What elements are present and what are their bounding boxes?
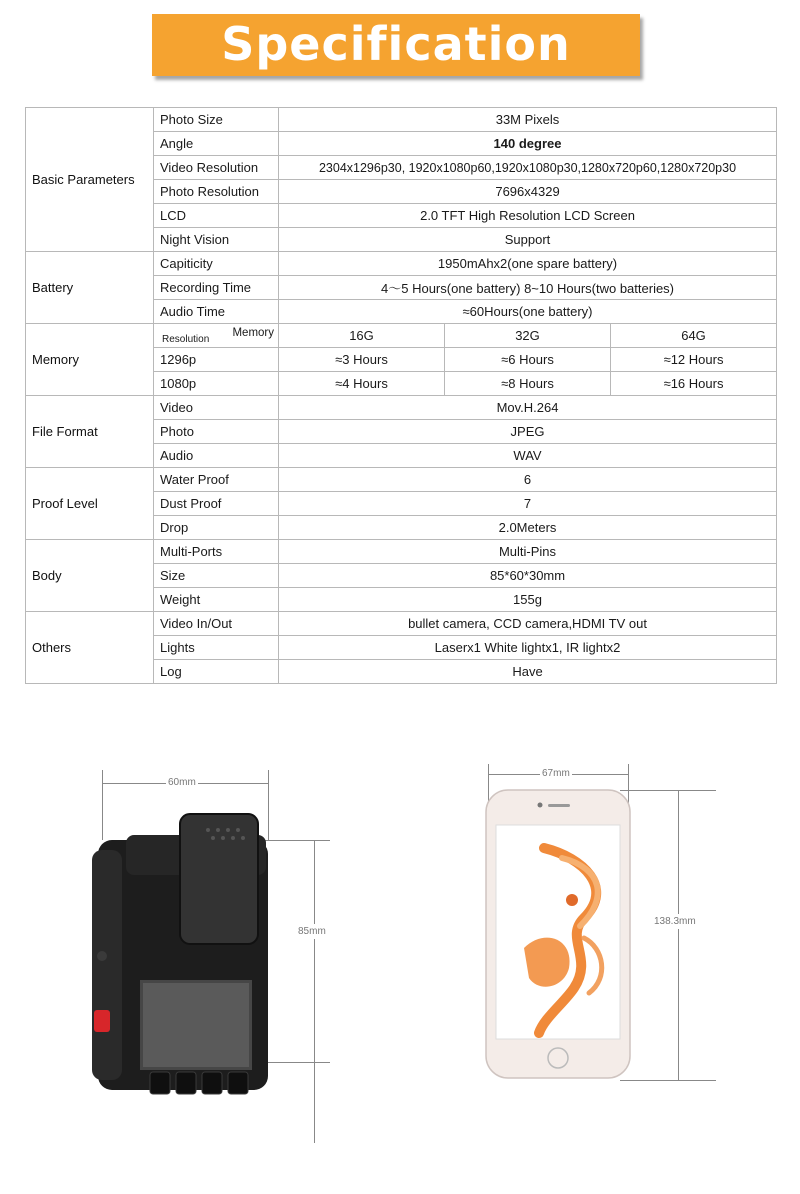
memory-hours: ≈12 Hours [611,348,777,372]
table-row [26,612,777,636]
height-tick-bottom [620,1080,716,1081]
category-memory: Memory [26,324,154,396]
row-label: Photo Resolution [154,180,279,204]
resolution-label: 1296p [154,348,279,372]
height-dimension-label: 85mm [298,926,326,937]
row-label: Log [154,660,279,684]
row-value: Have [279,660,777,684]
row-label: Angle [154,132,279,156]
row-value: 7 [279,492,777,516]
memory-hours: ≈16 Hours [611,372,777,396]
row-value: ≈60Hours(one battery) [279,300,777,324]
banner-title: Specification [221,17,571,71]
height-dimension-line [678,790,679,1080]
row-value: 6 [279,468,777,492]
resolution-header-label: Resolution [162,334,210,345]
camera-figure [80,760,380,1100]
table-row [26,540,777,564]
row-label: Lights [154,636,279,660]
row-label: Drop [154,516,279,540]
row-value: 2.0 TFT High Resolution LCD Screen [279,204,777,228]
category-proof-level: Proof Level [26,468,154,540]
memory-size: 64G [611,324,777,348]
row-value: bullet camera, CCD camera,HDMI TV out [279,612,777,636]
row-value: 7696x4329 [279,180,777,204]
row-label: Multi-Ports [154,540,279,564]
row-label: Audio Time [154,300,279,324]
table-row [26,252,777,276]
body-camera-image [88,810,278,1095]
row-value: 4～5 Hours(one battery) 8~10 Hours(two batteries) [279,276,777,300]
row-value: Multi-Pins [279,540,777,564]
row-label: Recording Time [154,276,279,300]
memory-hours: ≈8 Hours [445,372,611,396]
row-label: Weight [154,588,279,612]
height-dimension-label: 138.3mm [654,916,696,927]
height-dimension-line [314,840,315,1143]
row-value: 140 degree [279,132,777,156]
table-row [26,468,777,492]
memory-resolution-header [154,324,279,348]
table-row [26,324,777,348]
row-label: Capiticity [154,252,279,276]
row-label: Size [154,564,279,588]
specification-banner [152,14,640,76]
height-tick-top [620,790,716,791]
row-value: 85*60*30mm [279,564,777,588]
table-row [26,396,777,420]
row-label: Night Vision [154,228,279,252]
row-value: 33M Pixels [279,108,777,132]
row-label: Water Proof [154,468,279,492]
memory-size: 16G [279,324,445,348]
memory-hours: ≈3 Hours [279,348,445,372]
memory-hours: ≈4 Hours [279,372,445,396]
table-row [26,108,777,132]
spec-table [25,107,777,684]
width-dimension-label: 60mm [168,777,196,788]
category-battery: Battery [26,252,154,324]
row-label: Video [154,396,279,420]
row-label: Photo [154,420,279,444]
width-dimension-label: 67mm [542,768,570,779]
row-label: Dust Proof [154,492,279,516]
row-label: Audio [154,444,279,468]
row-value: 155g [279,588,777,612]
category-file-format: File Format [26,396,154,468]
category-basic-parameters: Basic Parameters [26,108,154,252]
memory-hours: ≈6 Hours [445,348,611,372]
row-value: Mov.H.264 [279,396,777,420]
row-value: 2304x1296p30, 1920x1080p60,1920x1080p30,1280x720p60,1280x720p30 [279,156,777,180]
row-label: LCD [154,204,279,228]
row-value: 1950mAhx2(one spare battery) [279,252,777,276]
phone-figure [470,760,730,1090]
row-value: Support [279,228,777,252]
smartphone-image [484,788,632,1080]
category-body: Body [26,540,154,612]
row-value: JPEG [279,420,777,444]
category-others: Others [26,612,154,684]
resolution-label: 1080p [154,372,279,396]
row-value: Laserx1 White lightx1, IR lightx2 [279,636,777,660]
row-label: Video Resolution [154,156,279,180]
row-label: Photo Size [154,108,279,132]
row-label: Video In/Out [154,612,279,636]
row-value: 2.0Meters [279,516,777,540]
memory-header-label: Memory [232,327,274,339]
memory-size: 32G [445,324,611,348]
row-value: WAV [279,444,777,468]
